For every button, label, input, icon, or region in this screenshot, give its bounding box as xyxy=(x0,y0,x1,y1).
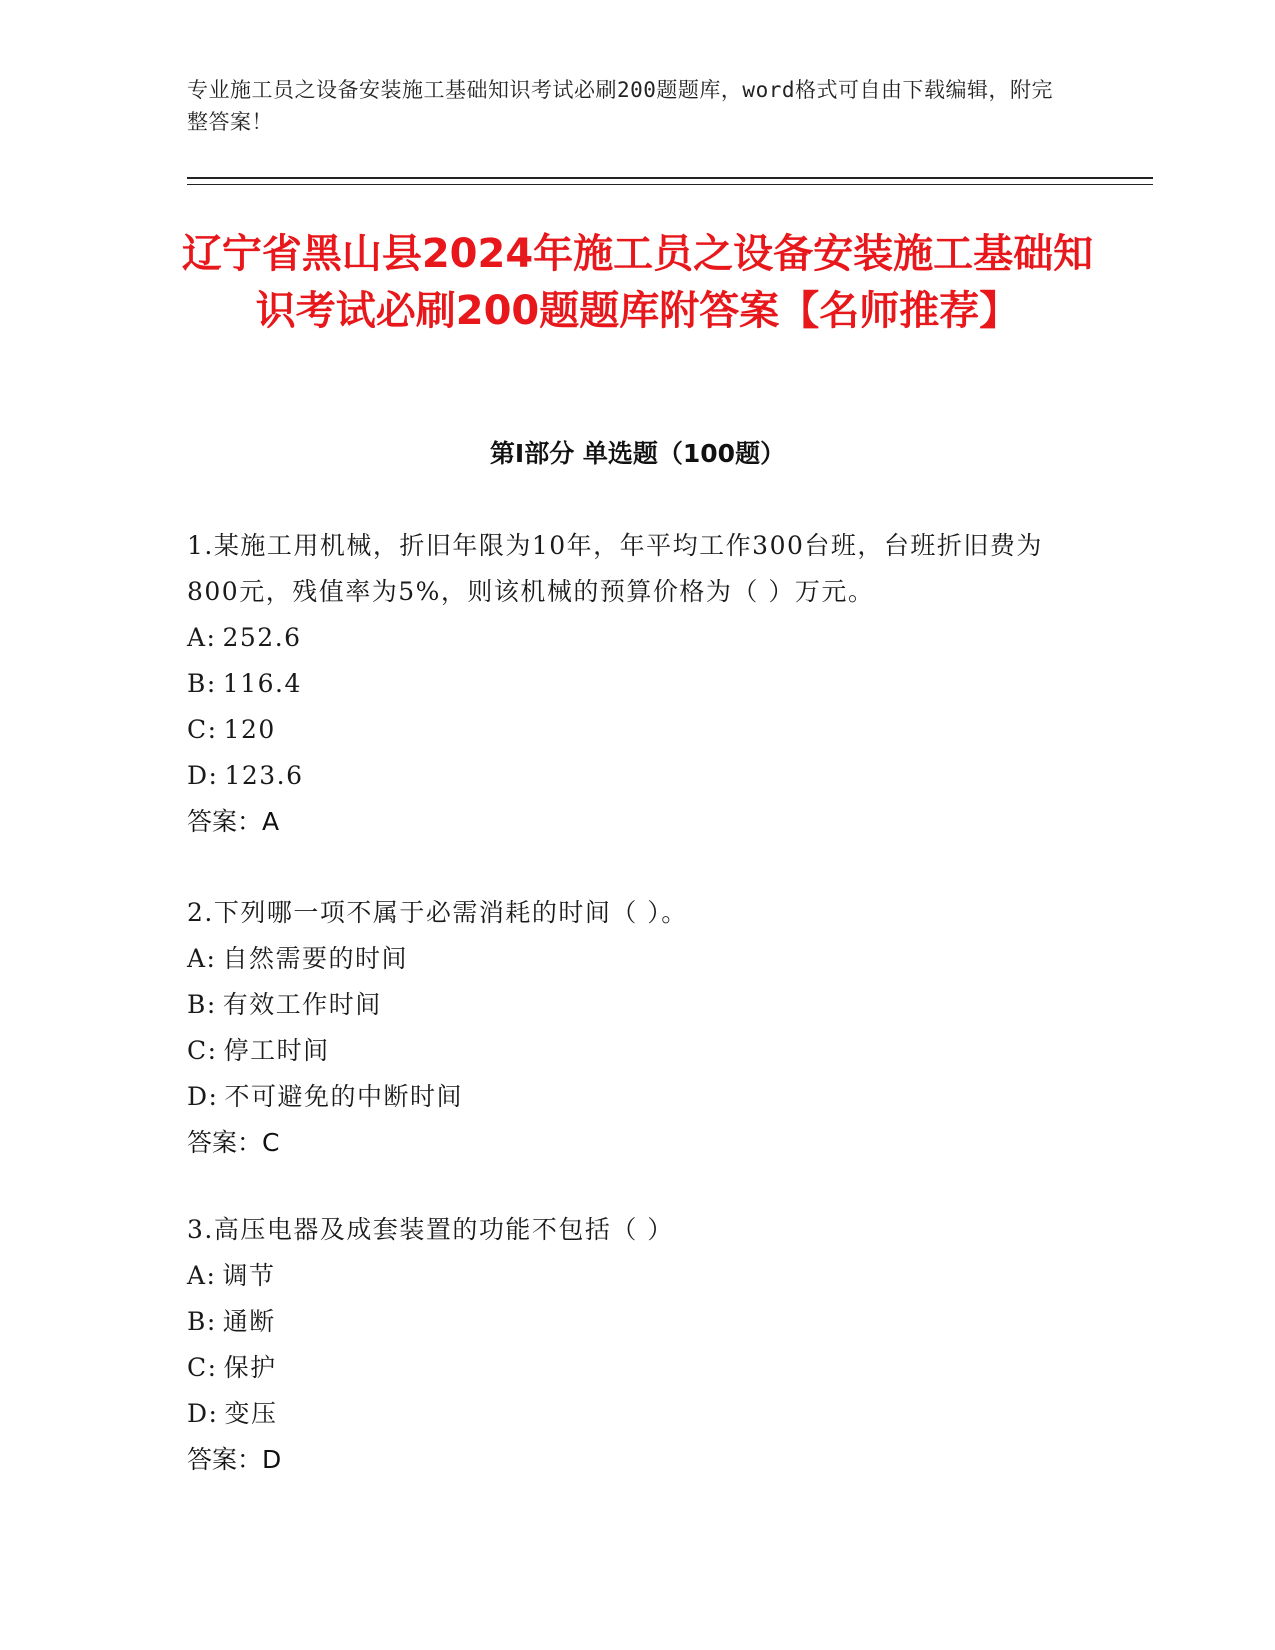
option-d xyxy=(187,1074,1087,1120)
option-c xyxy=(187,1345,1087,1391)
option-label: B: xyxy=(187,1307,217,1336)
answer-line: 答案：A xyxy=(187,807,280,836)
option-text: 变压 xyxy=(224,1399,278,1428)
option-d xyxy=(187,1391,1087,1437)
option-c xyxy=(187,707,1087,753)
option-d xyxy=(187,753,1087,799)
option-label: A: xyxy=(187,623,217,652)
option-label: C: xyxy=(187,715,218,744)
option-label: A: xyxy=(187,1261,217,1290)
option-b xyxy=(187,982,1087,1028)
question-item xyxy=(187,890,1087,1166)
option-text: 有效工作时间 xyxy=(222,990,382,1019)
question-stem: 3.高压电器及成套装置的功能不包括（ ） xyxy=(187,1215,674,1244)
question-stem: 1.某施工用机械，折旧年限为10年，年平均工作300台班，台班折旧费为800元，残值率为5%，则该机械的预算价格为（ ）万元。 xyxy=(187,531,1043,606)
option-label: C: xyxy=(187,1353,218,1382)
question-stem: 2.下列哪一项不属于必需消耗的时间（ ）。 xyxy=(187,898,688,927)
question-item xyxy=(187,523,1087,845)
answer-line: 答案：D xyxy=(187,1445,282,1474)
option-text: 123.6 xyxy=(224,761,304,790)
option-b xyxy=(187,661,1087,707)
section-heading: 第Ⅰ部分 单选题（100题） xyxy=(489,439,786,468)
option-text: 120 xyxy=(223,715,276,744)
answer-line: 答案：C xyxy=(187,1128,280,1157)
option-b xyxy=(187,1299,1087,1345)
option-label: D: xyxy=(187,761,219,790)
option-a xyxy=(187,1253,1087,1299)
header-divider-thick xyxy=(187,177,1153,179)
option-label: D: xyxy=(187,1399,219,1428)
option-a xyxy=(187,936,1087,982)
option-text: 调节 xyxy=(222,1261,276,1290)
option-text: 252.6 xyxy=(222,623,302,652)
option-text: 116.4 xyxy=(222,669,302,698)
option-text: 通断 xyxy=(222,1307,276,1336)
option-text: 不可避免的中断时间 xyxy=(224,1082,463,1111)
option-text: 停工时间 xyxy=(223,1036,330,1065)
option-a xyxy=(187,615,1087,661)
option-label: C: xyxy=(187,1036,218,1065)
header-divider-thin xyxy=(187,184,1153,185)
option-label: A: xyxy=(187,944,217,973)
option-text: 自然需要的时间 xyxy=(222,944,408,973)
option-label: B: xyxy=(187,669,217,698)
option-c xyxy=(187,1028,1087,1074)
question-item xyxy=(187,1207,1087,1483)
option-label: D: xyxy=(187,1082,219,1111)
option-text: 保护 xyxy=(223,1353,277,1382)
header-note: 专业施工员之设备安装施工基础知识考试必刷200题题库，word格式可自由下载编辑，附完整答案！ xyxy=(187,78,1053,134)
document-title: 辽宁省黑山县2024年施工员之设备安装施工基础知识考试必刷200题题库附答案【名师推荐】 xyxy=(181,231,1094,334)
option-label: B: xyxy=(187,990,217,1019)
